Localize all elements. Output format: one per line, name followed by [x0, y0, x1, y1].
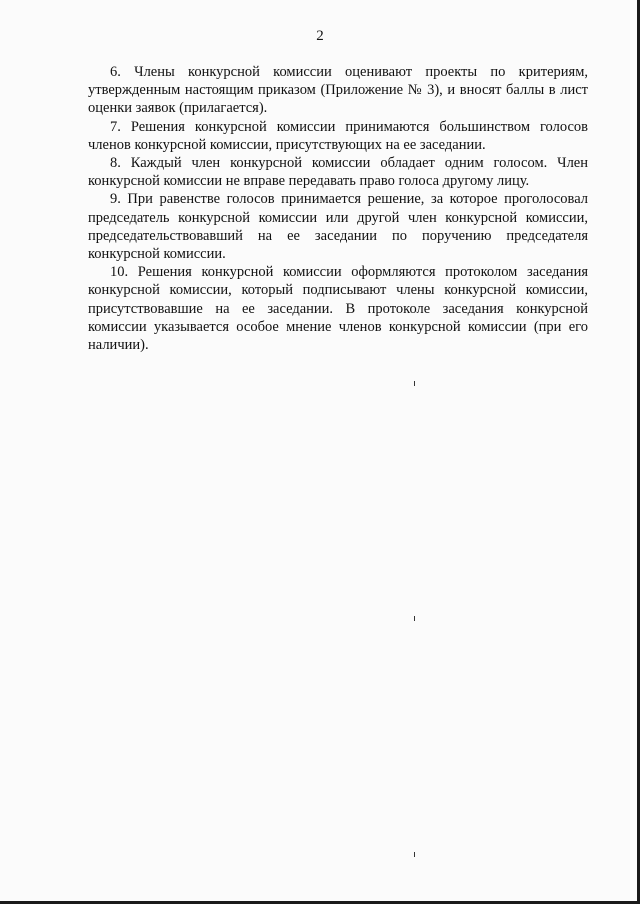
scan-speck: [414, 616, 415, 621]
paragraph-6: 6. Члены конкурсной комиссии оценивают проекты по критериям, утвержденным настоящим приказом (Приложение № 3), и вносят баллы в лист оценки заявок (прилагается).: [88, 64, 588, 117]
scan-speck: [414, 381, 415, 386]
page-number: 2: [316, 28, 324, 44]
paragraph-8: 8. Каждый член конкурсной комиссии обладает одним голосом. Член конкурсной комиссии не вправе передавать право голоса другому лицу.: [88, 155, 588, 190]
document-body: [88, 63, 588, 354]
scan-speck: [414, 852, 415, 857]
paragraph-10: 10. Решения конкурсной комиссии оформляются протоколом заседания конкурсной комиссии, который подписывают члены конкурсной комиссии, присутствовавшие на ее заседании. В протоколе заседания конкурсной комиссии указывается особое мнение членов конкурсной комиссии (при его наличии).: [88, 264, 588, 354]
paragraph-9: 9. При равенстве голосов принимается решение, за которое проголосовал председатель конкурсной комиссии или другой член конкурсной комиссии, председательствовавший на ее заседании по поручению председателя конкурсной комиссии.: [88, 191, 588, 263]
paragraph-7: 7. Решения конкурсной комиссии принимаются большинством голосов членов конкурсной комиссии, присутствующих на ее заседании.: [88, 118, 588, 153]
